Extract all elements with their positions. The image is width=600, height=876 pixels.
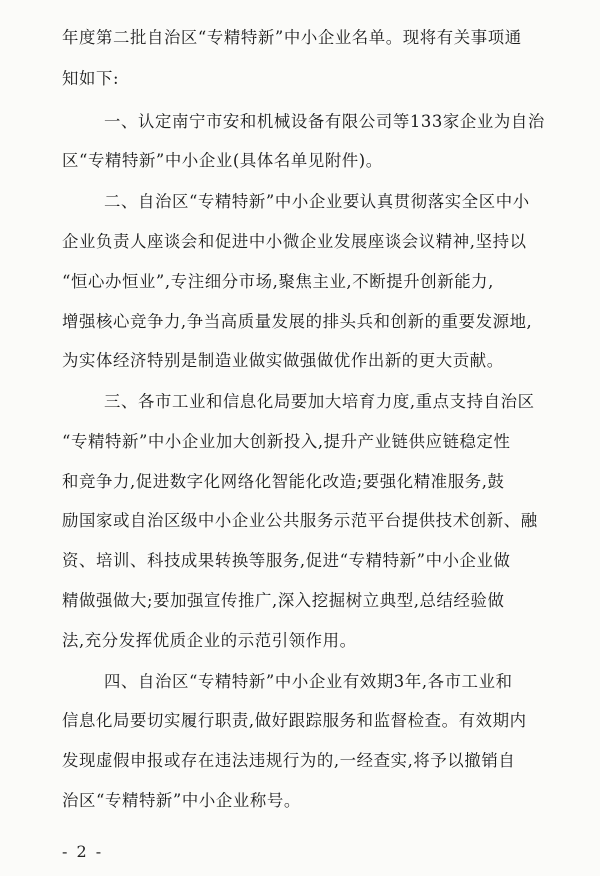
text-line: 区“专精特新”中小企业(具体名单见附件)。 [62,151,383,170]
text-line: 法,充分发挥优质企业的示范引领作用。 [62,631,357,650]
text-line: 二、自治区“专精特新”中小企业要认真贯彻落实全区中小 [104,192,530,211]
text-line: 励国家或自治区级中小企业公共服务示范平台提供技术创新、融 [62,511,538,530]
text-line: 为实体经济特别是制造业做实做强做优作出新的更大贡献。 [62,351,504,370]
text-line: 企业负责人座谈会和促进中小微企业发展座谈会议精神,坚持以 [62,232,527,251]
text-line: 发现虚假申报或存在违法违规行为的,一经查实,将予以撤销自 [62,751,516,770]
text-line: 资、培训、科技成果转换等服务,促进“专精特新”中小企业做 [62,551,511,570]
text-line: 一、认定南宁市安和机械设备有限公司等133家企业为自治 [104,112,545,131]
text-line: 增强核心竞争力,争当高质量发展的排头兵和创新的重要发源地, [62,312,533,331]
text-line: 三、各市工业和信息化局要加大培育力度,重点支持自治区 [104,392,535,411]
text-line: 四、自治区“专精特新”中小企业有效期3年,各市工业和 [104,672,513,691]
text-line: 和竞争力,促进数字化网络化智能化改造;要强化精准服务,鼓 [62,472,505,491]
text-line: 知如下: [62,69,120,88]
text-line: 信息化局要切实履行职责,做好跟踪服务和监督检查。有效期内 [62,711,527,730]
text-line: “恒心办恒业”,专注细分市场,聚焦主业,不断提升创新能力, [62,272,494,291]
text-line: 治区“专精特新”中小企业称号。 [62,791,301,810]
text-line: “专精特新”中小企业加大创新投入,提升产业链供应链稳定性 [62,432,511,451]
text-line: 年度第二批自治区“专精特新”中小企业名单。现将有关事项通 [62,28,522,47]
text-line: 精做强做大;要加强宣传推广,深入挖掘树立典型,总结经验做 [62,591,505,610]
page-number: - 2 - [62,842,104,861]
